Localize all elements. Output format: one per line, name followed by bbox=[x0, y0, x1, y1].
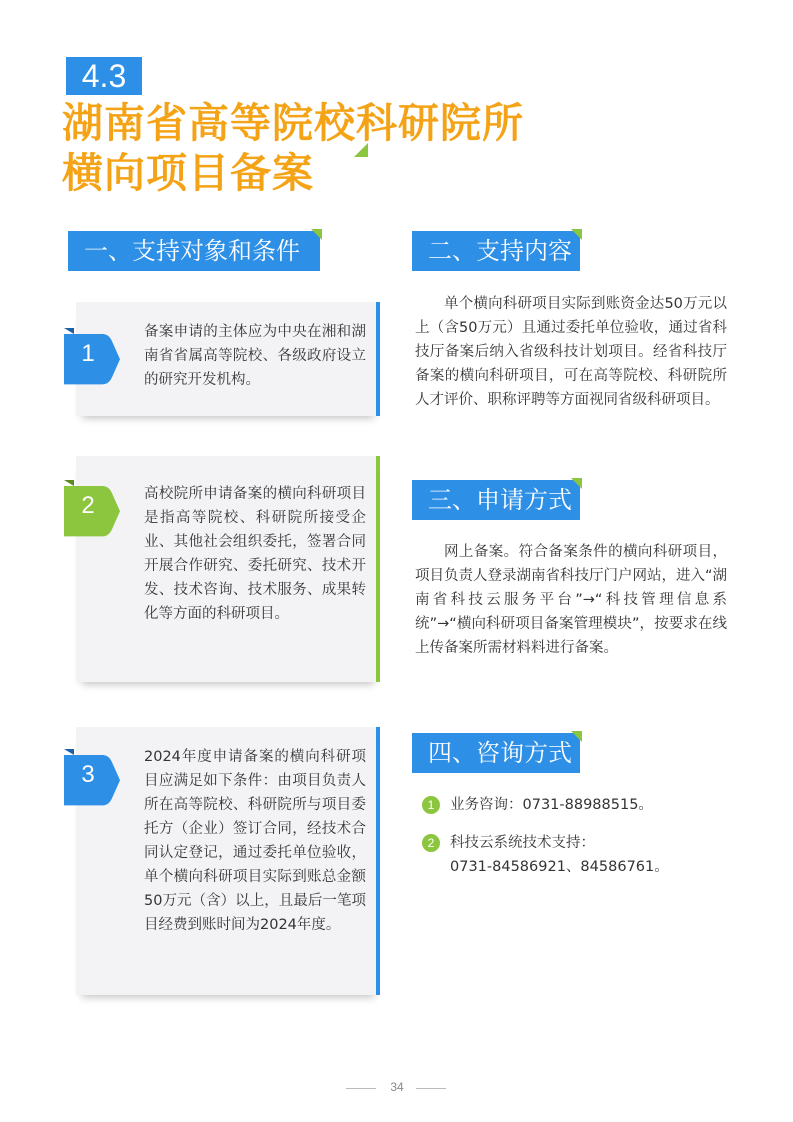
footer-line-left bbox=[346, 1088, 376, 1089]
page-title bbox=[62, 98, 524, 198]
heading-application-method bbox=[412, 480, 580, 520]
heading-support-targets bbox=[68, 231, 320, 271]
heading-corner-mark bbox=[571, 478, 582, 489]
support-content-text: 单个横向科研项目实际到账资金达50万元以上（含50万元）且通过委托单位验收，通过省科技厅备案后纳入省级科技计划项目。经省科技厅备案的横向科研项目，可在高等院校、科研院所人才评价、职称评聘等方面视同省级科研项目。 bbox=[415, 296, 727, 408]
heading-consultation bbox=[412, 733, 580, 773]
card-number: 1 bbox=[81, 340, 95, 367]
heading-support-content-label: 二、支持内容 bbox=[428, 237, 572, 265]
heading-support-content bbox=[412, 231, 580, 271]
card-number-badge bbox=[64, 480, 122, 536]
condition-card-3 bbox=[76, 727, 380, 995]
card-number-badge bbox=[64, 749, 122, 805]
condition-card-1 bbox=[76, 302, 380, 416]
card-number-badge bbox=[64, 328, 122, 384]
page-number: 34 bbox=[390, 1080, 404, 1094]
card-accent-bar bbox=[376, 456, 380, 682]
card-number: 2 bbox=[81, 492, 95, 519]
heading-support-targets-label: 一、支持对象和条件 bbox=[84, 237, 300, 265]
contact-number-badge: 1 bbox=[422, 796, 440, 814]
contact-item-2 bbox=[422, 831, 669, 879]
card-text: 高校院所申请备案的横向科研项目是指高等院校、科研院所接受企业、其他社会组织委托，签署合同开展合作研究、委托研究、技术开发、技术咨询、技术服务、成果转化等方面的科研项目。 bbox=[144, 486, 366, 622]
contact-business-phone: 业务咨询：0731-88988515。 bbox=[450, 797, 653, 813]
card-accent-bar bbox=[376, 727, 380, 995]
heading-consultation-label: 四、咨询方式 bbox=[428, 739, 572, 767]
contact-tech-support-label: 科技云系统技术支持： bbox=[450, 835, 595, 851]
section-number: 4.3 bbox=[66, 57, 142, 95]
application-method-text: 网上备案。符合备案条件的横向科研项目，项目负责人登录湖南省科技厅门户网站，进入“湖南省科技云服务平台”→“科技管理信息系统”→“横向科研项目备案管理模块”，按要求在线上传备案所需材料料进行备案。 bbox=[415, 544, 728, 656]
heading-corner-mark bbox=[571, 229, 582, 240]
contact-tech-support-phones: 0731-84586921、84586761。 bbox=[450, 859, 669, 875]
title-line-2: 横向项目备案 bbox=[62, 149, 314, 197]
card-accent-bar bbox=[376, 302, 380, 416]
contact-number-badge: 2 bbox=[422, 834, 440, 852]
title-corner-mark bbox=[354, 143, 368, 157]
heading-corner-mark bbox=[311, 229, 322, 240]
heading-application-method-label: 三、申请方式 bbox=[428, 486, 572, 514]
title-line-1: 湖南省高等院校科研院所 bbox=[62, 99, 524, 147]
contact-item-1 bbox=[422, 793, 653, 817]
card-text: 2024年度申请备案的横向科研项目应满足如下条件：由项目负责人所在高等院校、科研院所与项目委托方（企业）签订合同，经技术合同认定登记，通过委托单位验收，单个横向科研项目实际到账总金额50万元（含）以上，且最后一笔项目经费到账时间为2024年度。 bbox=[144, 749, 366, 933]
condition-card-2 bbox=[76, 456, 380, 682]
heading-corner-mark bbox=[571, 731, 582, 742]
card-text: 备案申请的主体应为中央在湘和湖南省省属高等院校、各级政府设立的研究开发机构。 bbox=[144, 324, 366, 388]
card-number: 3 bbox=[81, 761, 95, 788]
footer-line-right bbox=[416, 1088, 446, 1089]
